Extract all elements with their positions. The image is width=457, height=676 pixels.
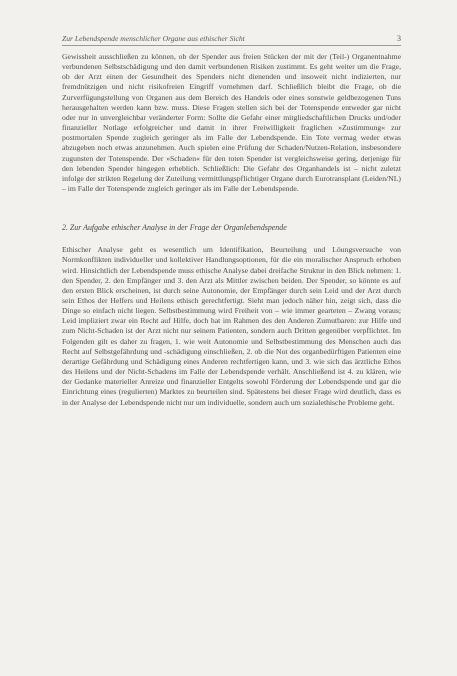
running-header-title: Zur Lebendspende menschlicher Organe aus ethischer Sicht: [62, 34, 245, 43]
page-number: 3: [397, 34, 401, 43]
running-header: [62, 34, 401, 46]
body-paragraph-2: Ethischer Analyse geht es wesentlich um Identifikation, Beurteilung und Löungsversuche von Normkonflikten individueller und kollektiver Handlungsoptionen, für die ein moralischer Anspruch erhoben wird. Hinsichtlich der Lebendspende muss ethische Analyse dabei dreifache Struktur in den Blick nehmen: 1. den Spender, 2. den Empfänger und 3. den Arzt als Mittler zwischen beiden. Der Spender, so könnte es auf den ersten Blick erscheinen, ist durch seine Autonomie, der Empfänger durch sein Leid und der Arzt durch sein Ethos der Helfers und Heilens ethisch gerechtfertigt. Sieht man jedoch näher hin, zeigt sich, dass die Dinge so einfach nicht liegen. Selbstbestimmung wird Freiheit von – wie immer gearteten – Zwang voraus; Leid impliziert zwar ein Recht auf Hilfe, doch hat im Rahmen des den Anderen Zumutbaren: zur Hilfe und zum Nicht-Schaden ist der Arzt nicht nur seinem Patienten, sondern auch Dritten gegenüber verpflichtet. Im Folgenden gilt es daher zu fragen, 1. wie weit Autonomie und Selbstbestimmung des Menschen auch das Recht auf Selbstgefährdung und -schädigung einschließen, 2. ob die Not des organbedürftigen Patienten eine derartige Gefährdung und Schädigung eines Anderen rechtfertigen kann, und 3. wie sich das ärztliche Ethos des Heilens und der Nicht-Schadens im Falle der Lebendspende verhält. Anschließend ist 4. zu klären, wie der Gedanke materieller Anreize und finanzieller Entgelts sowohl Förderung der Lebendspende und gar die Einrichtung eines (regulierten) Marktes zu beurteilen sind. Spätestens bei dieser Frage wird deutlich, dass es in der Analyse der Lebendspende nicht nur um individuelle, sondern auch um sozialethische Probleme geht.: [62, 245, 401, 407]
body-paragraph-1: Gewissheit ausschließen zu können, ob der Spender aus freien Stücken der mit der (Teil-) Organentnahme verbundenen Selbstschädigung und den damit verbundenen Risiken zustimmt. Es geht weiter um die Frage, ob der Arzt einen der Gesundheit des Spenders nicht dienenden und insoweit nicht indizierten, nur fremdnützigen und nicht risikofreien Eingriff vornehmen darf. Schließlich bleibt die Frage, ob die Zurverfügungstellung von Organen aus dem Bereich des Handels oder eines sonstwie geldbezogenen Tuns herausgehalten werden kann bzw. muss. Diese Fragen stellen sich bei der Totenspende entweder gar nicht oder nur in unvergleichbar veränderter Form: Sollte die Gefahr einer mitgliedschaftlichen Drucks und/oder finanzieller Notlage erfolgreicher und damit in ihrer Freiwilligkeit fraglichen »Zustimmung« zur postmortalen Spende zugleich geringer als im Falle der Lebendspende. Ein Tote vermag weder etwas abzugeben noch etwas anzunehmen. Auch spielen eine Prüfung der Schaden/Nutzen-Relation, insbesondere zugunsten der Totenspende. Der »Schaden« für den toten Spender ist vergleichsweise gering, derjenige für den lebenden Spender hingegen erheblich. Schließlich: Die Gefahr des Organhandels ist – nicht zuletzt infolge der strikten Regelung der Zuteilung vermittlungspflichtiger Organe durch Eurotransplant (Leiden/NL) – im Falle der Totenspende zugleich geringer als im Falle der Lebendspende.: [62, 52, 401, 194]
section-heading: 2. Zur Aufgabe ethischer Analyse in der Frage der Organlebendspende: [62, 223, 287, 233]
